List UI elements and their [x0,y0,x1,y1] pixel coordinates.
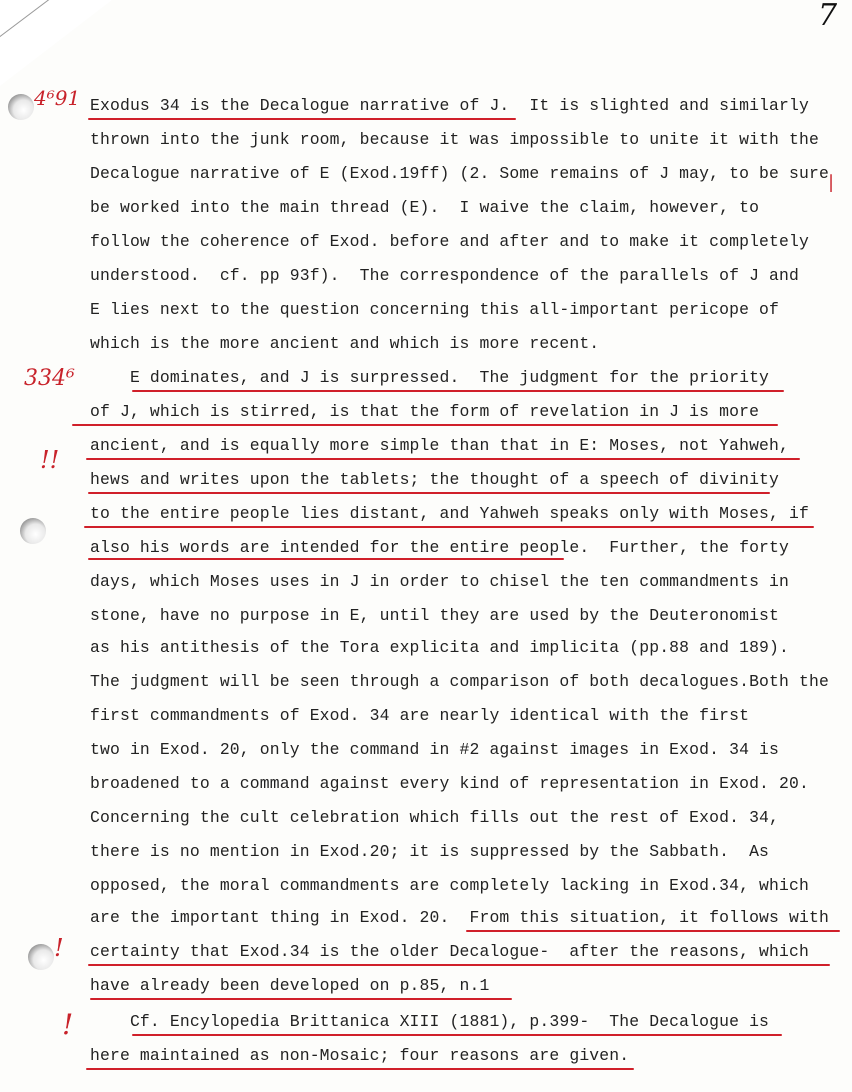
text-line: here maintained as non-Mosaic; four reasons are given. [90,1046,630,1065]
text-line: stone, have no purpose in E, until they are used by the Deuteronomist [90,606,780,625]
red-underline [88,964,830,966]
text-line: broadened to a command against every kind of representation in Exod. 20. [90,774,809,793]
red-underline [86,1068,634,1070]
red-underline [88,492,770,494]
text-line: thrown into the junk room, because it was impossible to unite it with the [90,130,819,149]
text-line: opposed, the moral commandments are completely lacking in Exod.34, which [90,876,809,895]
red-underline [86,458,800,460]
margin-note-reference-1: 4⁶91 [34,86,81,110]
text-line: to the entire people lies distant, and Yahweh speaks only with Moses, if [90,504,809,523]
margin-note-exclamation-2: ! [54,934,64,962]
text-line: Concerning the cult celebration which fills out the rest of Exod. 34, [90,808,780,827]
text-line: The judgment will be seen through a comparison of both decalogues.Both the [90,672,829,691]
text-line: E dominates, and J is surpressed. The judgment for the priority [90,368,770,387]
text-line: are the important thing in Exod. 20. From this situation, it follows with [90,908,829,927]
punch-hole-middle [20,518,46,544]
red-underline [90,998,512,1000]
text-line: ancient, and is equally more simple than that in E: Moses, not Yahweh, [90,436,790,455]
text-line: days, which Moses uses in J in order to chisel the ten commandments in [90,572,790,591]
text-line: Decalogue narrative of E (Exod.19ff) (2. Some remains of J may, to be sure [90,164,829,183]
red-underline [132,390,784,392]
text-line: of J, which is stirred, is that the form of revelation in J is more [90,402,760,421]
margin-mark-tick: | [828,172,835,193]
margin-note-exclamation-1: !! [40,446,60,474]
text-line: follow the coherence of Exod. before and after and to make it completely [90,232,809,251]
red-underline [72,424,778,426]
red-underline [84,526,814,528]
text-line: also his words are intended for the entire people. Further, the forty [90,538,790,557]
folded-corner [0,0,112,86]
red-underline [88,118,516,120]
text-line: there is no mention in Exod.20; it is suppressed by the Sabbath. As [90,842,770,861]
red-underline [466,930,840,932]
margin-note-exclamation-3: ! [62,1008,74,1041]
text-line: as his antithesis of the Tora explicita and implicita (pp.88 and 189). [90,638,790,657]
text-line: hews and writes upon the tablets; the thought of a speech of divinity [90,470,780,489]
punch-hole-bottom [28,944,54,970]
red-underline [132,1034,782,1036]
punch-hole-top [8,94,34,120]
page-number: 7 [818,0,838,33]
text-line: be worked into the main thread (E). I waive the claim, however, to [90,198,760,217]
text-line: which is the more ancient and which is more recent. [90,334,600,353]
text-line: Cf. Encylopedia Brittanica XIII (1881), p.399- The Decalogue is [90,1012,770,1031]
text-line: Exodus 34 is the Decalogue narrative of J. It is slighted and similarly [90,96,809,115]
text-line: certainty that Exod.34 is the older Decalogue- after the reasons, which [90,942,809,961]
text-line: first commandments of Exod. 34 are nearly identical with the first [90,706,750,725]
text-line: E lies next to the question concerning this all-important pericope of [90,300,780,319]
text-line: two in Exod. 20, only the command in #2 against images in Exod. 34 is [90,740,780,759]
text-line: have already been developed on p.85, n.1 [90,976,490,995]
margin-note-reference-2: 334⁶ [24,366,75,391]
text-line: understood. cf. pp 93f). The correspondence of the parallels of J and [90,266,800,285]
red-underline [88,558,564,560]
